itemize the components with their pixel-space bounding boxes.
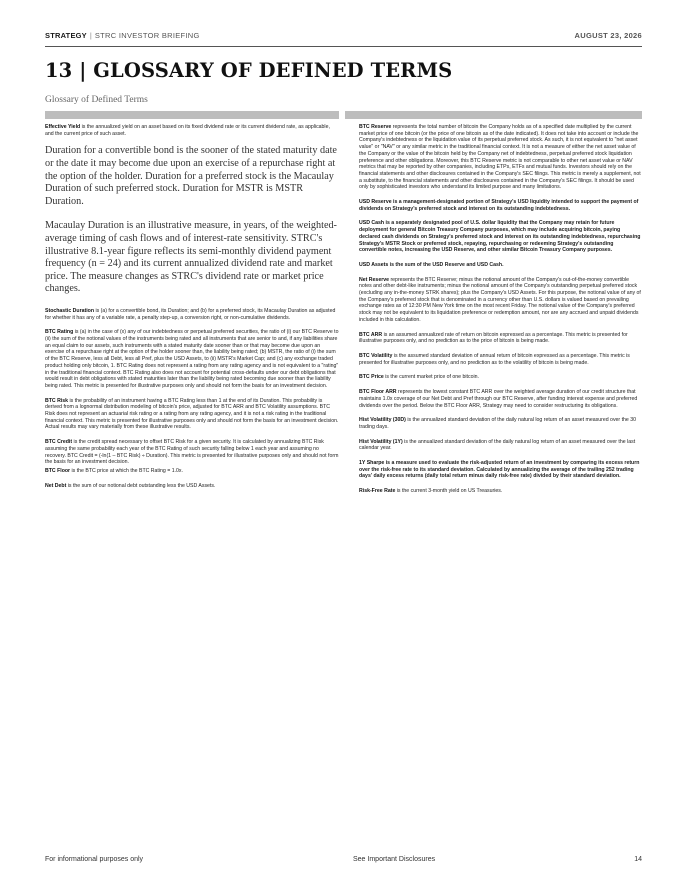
glossary-term: BTC ARR bbox=[359, 331, 383, 338]
glossary-definition: is the credit spread necessary to offset BTC Risk for a given security. It is calculated by annualizing BTC Risk assuming the same probability each year of the BTC Rating of such security falling below 1 each year and assuming no recovery. BTC Credit = (-ln(1 – BTC Risk) ÷ Duration). This metric is presented for illustrative purposes only and should not form the basis for an investment decision. bbox=[45, 439, 339, 466]
glossary-entry-btc-risk bbox=[45, 398, 339, 432]
brand-name: STRATEGY bbox=[45, 31, 87, 40]
glossary-term: Net Debt bbox=[45, 482, 67, 489]
glossary-term: BTC Risk bbox=[45, 397, 69, 404]
glossary-definition: represents the lowest constant BTC ARR over the weighted average duration of our credit structure that maintains 1.0x coverage of our Net Debt and Pref through our BTC Reserve, after funding interest expense and preferred dividends over the period. Below the BTC Floor ARR, Strategy may need to consider restructuring its obligations. bbox=[359, 389, 638, 409]
glossary-definition: is the annualized standard deviation of the daily natural log return of an asset measured over the 30 trading days. bbox=[359, 417, 637, 430]
glossary-entry-btc-price bbox=[359, 374, 642, 381]
glossary-definition: represents the total number of bitcoin the Company holds as of a specified date multiplied by the current market price of one bitcoin (or the price of one bitcoin as of the date indicated). It does not take into account or include the Company's indebtedness or the liquidation value of its perpetual preferred stock. As such, it is not equivalent to "net asset value" or "NAV" or any similar metric in the traditional financial context. It is not a measure of either the net asset value of the Company or the value of the bitcoin held by the Company net of indebtedness, perpetual preferred stock liquidation preference and other obligations. Moreover, this BTC Reserve metric is not comparable to other net asset value or NAV metrics that may be reported by other companies, including ETPs, ETFs and mutual funds. Investors should rely on the financial statements and other disclosures contained in the Company's SEC filings. This metric is merely a supplement, not a substitute, to the financial statements and other disclosures contained in the Company's SEC filings. It should be used only by sophisticated investors who understand its limited purpose and many limitations. bbox=[359, 124, 641, 191]
glossary-entry-btc-volatility bbox=[359, 353, 642, 366]
glossary-entry-usd-cash bbox=[359, 220, 642, 254]
glossary-entry-hist-volatility-1y bbox=[359, 439, 642, 452]
glossary-term: USD Assets bbox=[359, 261, 389, 268]
glossary-term: Risk-Free Rate bbox=[359, 488, 396, 495]
glossary-term: BTC Floor ARR bbox=[359, 389, 397, 396]
header-left bbox=[45, 31, 200, 40]
glossary-entry-usd-assets bbox=[359, 262, 642, 269]
footer-disclosures-link[interactable]: See Important Disclosures bbox=[353, 856, 436, 863]
glossary-entry-hist-volatility-30d bbox=[359, 417, 642, 430]
report-date: AUGUST 23, 2026 bbox=[574, 31, 642, 40]
glossary-definition: is the current 3-month yield on US Treasuries. bbox=[395, 488, 503, 495]
glossary-definition: is the sum of our notional debt outstanding less the USD Assets. bbox=[66, 482, 216, 489]
glossary-term: Stochastic Duration bbox=[45, 307, 95, 314]
macaulay-duration-paragraph: Macaulay Duration is an illustrative measure, in years, of the weighted-average timing of cash flows and of interest-rate sensitivity. STRC's illustrative 8.1-year figure reflects its semi-monthly dividend payment frequency (n = 24) and its current annualized dividend rate and market price. The measure changes as STRC's dividend rate or market price changes. bbox=[45, 220, 337, 295]
footer-disclaimer: For informational purposes only bbox=[45, 856, 144, 863]
glossary-entry-btc-reserve bbox=[359, 124, 642, 191]
glossary-entry-usd-reserve bbox=[359, 199, 642, 212]
glossary-term: USD Cash bbox=[359, 220, 385, 227]
glossary-term: Net Reserve bbox=[359, 276, 389, 283]
glossary-entry-btc-rating bbox=[45, 329, 339, 389]
glossary-entry-btc-arr bbox=[359, 332, 642, 345]
page-header bbox=[45, 31, 642, 43]
left-column-bar bbox=[45, 111, 339, 119]
report-name: STRC INVESTOR BRIEFING bbox=[94, 31, 200, 40]
glossary-term: Hist Volatility (30D) bbox=[359, 417, 406, 424]
glossary-entry-1y-sharpe bbox=[359, 460, 642, 480]
glossary-definition: is (a) for a convertible bond, its Duration; and (b) for a preferred stock, its Macaulay Duration as adjusted for whether it has any of a variable rate, a penalty step-up, a conversion right, or non-cumulative dividends. bbox=[45, 307, 336, 321]
glossary-definition: is a management-designated portion of Strategy's USD liquidity intended to support the payment of dividends on Strategy's preferred stock and interest on its outstanding indebtedness. bbox=[359, 199, 639, 212]
right-column-bar bbox=[345, 111, 642, 119]
glossary-right-column bbox=[359, 124, 642, 503]
glossary-term: Hist Volatility (1Y) bbox=[359, 438, 403, 445]
glossary-entry-btc-floor-arr bbox=[359, 389, 642, 409]
glossary-entry-btc-floor bbox=[45, 468, 339, 475]
page-title: 13 | GLOSSARY OF DEFINED TERMS bbox=[45, 59, 453, 82]
glossary-term: BTC Price bbox=[359, 374, 384, 381]
glossary-term: BTC Floor bbox=[45, 468, 71, 474]
glossary-definition: is the probability of an instrument having a BTC Rating less than 1 at the end of its Duration. This probability is derived from a lognormal distribution modeling of bitcoin's price, adjusted for BTC ARR and BTC Volatility assumptions. BTC Risk does not represent an actuarial risk rating or a rating from any rating agency, and it is not a risk rating in the traditional financial context. This metric is presented for illustrative purposes only and should not form the basis for an investment decision. Actual results may vary materially from these illustrative results. bbox=[45, 397, 339, 431]
glossary-term: USD Reserve bbox=[359, 199, 392, 206]
glossary-definition: represents the BTC Reserve; minus the notional amount of the Company's out-of-the-money convertible notes and other debt-like instruments; minus the notional amount of the Company's outstanding perpetual preferred stock (excluding any in-the-money STRK shares); plus the Company's USD Assets. For this purpose, the notional value of any of the Company's preferred stock that is denominated in a currency other than U.S. dollars is valued based on prevailing exchange rates as of 12:30 PM New York time on the most recent Friday. The notional value of the Company's preferred stock may not be equivalent to its liquidation preference or redemption amount, nor are any accrued and unpaid dividends included in this calculation. bbox=[359, 276, 641, 323]
page-footer bbox=[45, 856, 642, 866]
page-number: 14 bbox=[634, 856, 642, 863]
glossary-definition: is the annualized yield on an asset based on its fixed dividend rate or its current dividend rate, as applicable, and the current price of such asset. bbox=[45, 124, 330, 137]
glossary-entry-effective-yield bbox=[45, 124, 339, 137]
duration-paragraph: Duration for a convertible bond is the sooner of the stated maturity date or the date it may become due upon an exercise of a repurchase right at the option of the holder. Duration for a preferred stock is the Macaulay Duration of such preferred stock. Duration for MSTR is MSTR Duration. bbox=[45, 145, 337, 207]
glossary-definition: is the current market price of one bitcoin. bbox=[383, 374, 479, 381]
glossary-term: Effective Yield bbox=[45, 124, 81, 130]
glossary-term: BTC Rating bbox=[45, 329, 74, 336]
page-subtitle: Glossary of Defined Terms bbox=[45, 95, 148, 105]
glossary-definition: is the sum of the USD Reserve and USD Cash. bbox=[388, 261, 504, 268]
glossary-entry-btc-credit bbox=[45, 439, 339, 466]
header-separator: | bbox=[89, 31, 92, 40]
glossary-definition: is the assumed standard deviation of annual return of bitcoin expressed as a percentage. This metric is presented for illustrative purposes only, and no prediction as to the volatility of bitcoin is being made. bbox=[359, 352, 630, 366]
glossary-entry-net-debt bbox=[45, 483, 339, 490]
glossary-term: BTC Credit bbox=[45, 439, 73, 446]
glossary-term: 1Y Sharpe bbox=[359, 460, 385, 467]
glossary-definition: is an assumed annualized rate of return on bitcoin expressed as a percentage. This metric is presented for illustrative purposes only, and no prediction as to the price of bitcoin is being made. bbox=[359, 331, 628, 345]
glossary-term: BTC Reserve bbox=[359, 124, 392, 130]
glossary-entry-risk-free-rate bbox=[359, 488, 642, 495]
glossary-entry-stochastic-duration bbox=[45, 308, 339, 321]
glossary-definition: is a separately designated pool of U.S. dollar liquidity that the Company may retain for future deployment for general Bitcoin Treasury Company purposes, which may include acquiring bitcoin, paying declared cash dividends on Strategy's preferred stock and interest on its outstanding indebtedness, repurchasing Strategy's MSTR Stock or preferred stock, repaying, repurchasing or redeeming Strategy's outstanding convertible notes, increasing the USD Reserve, and other similar Bitcoin Treasury Company purposes. bbox=[359, 220, 641, 254]
header-divider bbox=[45, 46, 642, 47]
glossary-term: BTC Volatility bbox=[359, 352, 393, 359]
glossary-left-column bbox=[45, 124, 339, 497]
glossary-definition: is a measure used to evaluate the risk-adjusted return of an investment by comparing its excess return over the risk-free rate to its standard deviation. Calculated by annualizing the average of the trailing 252 trading days' daily excess returns (daily total return minus daily risk-free rate) divided by their standard deviation. bbox=[359, 460, 640, 480]
glossary-definition: is the annualized standard deviation of the daily natural log return of an asset measured over the last calendar year. bbox=[359, 438, 636, 452]
glossary-entry-net-reserve bbox=[359, 277, 642, 324]
glossary-definition: is (a) in the case of (x) any of our indebtedness or perpetual preferred securities, the ratio of (i) our BTC Reserve to (ii) the sum of the notional values of the instruments being rated and all instruments that are senior to and, if any liabilities share an equal claim to our assets, such instruments with a stated maturity date sooner than or that may become due upon an exercise of a repurchase right at the option of the holder sooner than, the liability being rated; (b) MSTR, the ratio of (i) the sum of the BTC Reserve, less all Debt, less all Pref, plus the USD Assets, to (ii) MSTR's Market Cap; and (c) any exchange traded product holding only bitcoin, 1. BTC Rating does not represent a rating from any rating agency and is not equivalent to a "rating" in the traditional financial context. BTC Rating also does not account for potential cross-defaults under our debt obligations that would result in debt obligations with stated maturities later than the liability being rated becoming due sooner than the liability being rated. This metric is presented for illustrative purposes only and should not form the basis for an investment decision. bbox=[45, 329, 339, 389]
glossary-definition: is the BTC price at which the BTC Rating = 1.0x. bbox=[70, 468, 183, 474]
